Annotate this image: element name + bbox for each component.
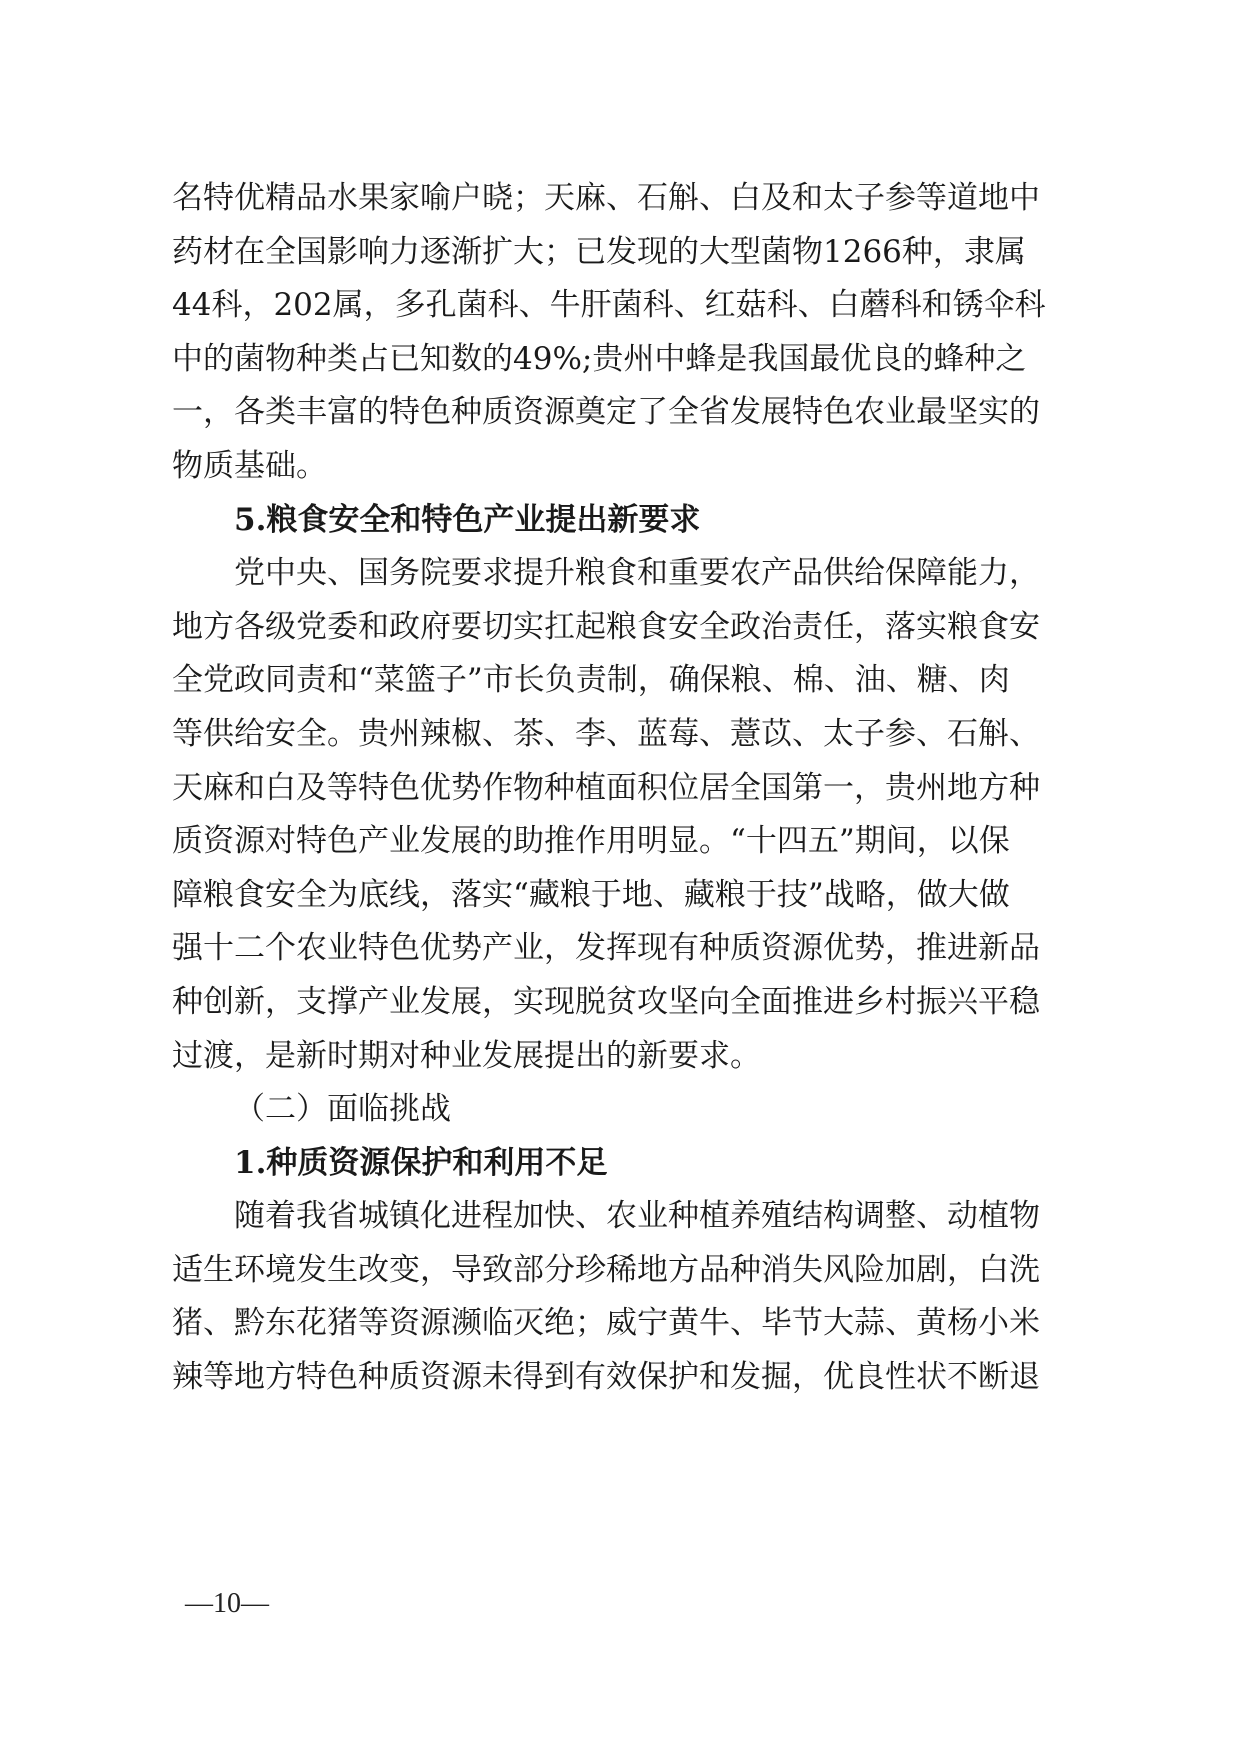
paragraph-line: 质资源对特色产业发展的助推作用明显。“十四五”期间，以保: [172, 823, 1010, 860]
paragraph-line: 地方各级党委和政府要切实扛起粮食安全政治责任，落实粮食安: [172, 608, 1040, 645]
body-text: [172, 172, 1046, 1405]
paragraph-line: 过渡，是新时期对种业发展提出的新要求。: [172, 1037, 761, 1074]
paragraph-line: 随着我省城镇化进程加快、农业种植养殖结构调整、动植物: [234, 1198, 1040, 1235]
paragraph-line: 44科，202属，多孔菌科、牛肝菌科、红菇科、白蘑科和锈伞科: [172, 287, 1046, 324]
paragraph-line: 强十二个农业特色优势产业，发挥现有种质资源优势，推进新品: [172, 930, 1040, 967]
paragraph-line: 物质基础。: [172, 447, 327, 484]
paragraph-line: 药材在全国影响力逐渐扩大；已发现的大型菌物1266种，隶属: [172, 233, 1026, 270]
paragraph-line: 种创新，支撑产业发展，实现脱贫攻坚向全面推进乡村振兴平稳: [172, 983, 1040, 1020]
paragraph-line: 名特优精品水果家喻户晓；天麻、石斛、白及和太子参等道地中: [172, 180, 1040, 216]
section-heading-germplasm: 1.种质资源保护和利用不足: [234, 1144, 608, 1181]
paragraph-line: 辣等地方特色种质资源未得到有效保护和发掘，优良性状不断退: [172, 1359, 1040, 1396]
paragraph-line: 一，各类丰富的特色种质资源奠定了全省发展特色农业最坚实的: [172, 394, 1040, 431]
section-heading-grain-security: 5.粮食安全和特色产业提出新要求: [234, 501, 701, 538]
paragraph-line: 等供给安全。贵州辣椒、茶、李、蓝莓、薏苡、太子参、石斛、: [172, 715, 1040, 752]
section-heading-challenges: （二）面临挑战: [234, 1091, 451, 1128]
page-number: —10—: [185, 1588, 269, 1619]
paragraph-line: 猪、黔东花猪等资源濒临灭绝；威宁黄牛、毕节大蒜、黄杨小米: [172, 1305, 1040, 1342]
paragraph-line: 障粮食安全为底线，落实“藏粮于地、藏粮于技”战略，做大做: [172, 876, 1010, 913]
paragraph-line: 适生环境发生改变，导致部分珍稀地方品种消失风险加剧，白洗: [172, 1251, 1040, 1288]
paragraph-line: 中的菌物种类占已知数的49%;贵州中蜂是我国最优良的蜂种之: [172, 340, 1027, 377]
paragraph-line: 党中央、国务院要求提升粮食和重要农产品供给保障能力，: [234, 555, 1040, 592]
paragraph-line: 全党政同责和“菜篮子”市长负责制，确保粮、棉、油、糖、肉: [172, 662, 1010, 699]
paragraph-line: 天麻和白及等特色优势作物种植面积位居全国第一，贵州地方种: [172, 769, 1040, 806]
